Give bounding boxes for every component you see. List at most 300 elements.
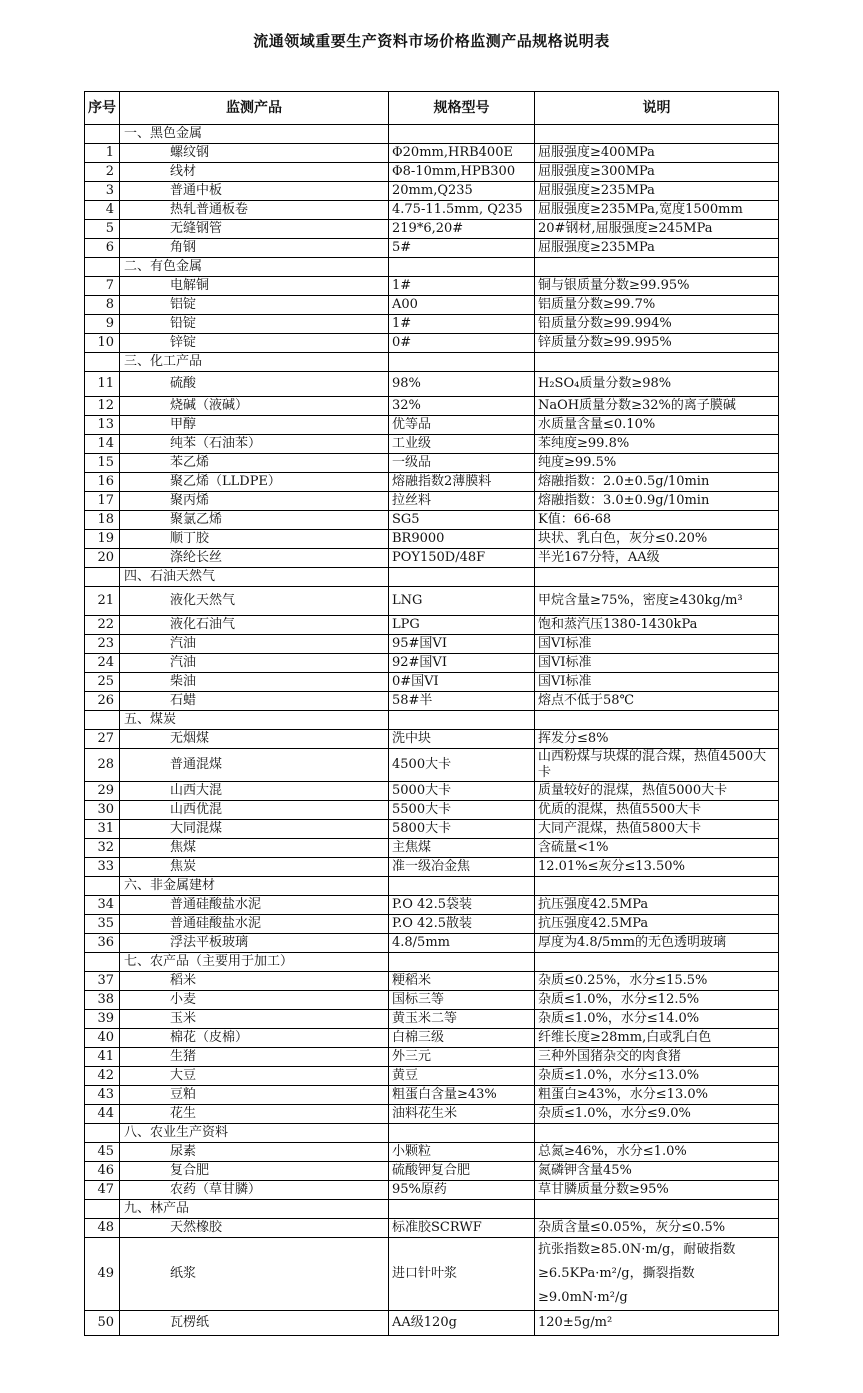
row-number: 21: [85, 587, 120, 616]
product-spec: 4.8/5mm: [389, 934, 535, 953]
product-desc: 优质的混煤，热值5500大卡: [535, 801, 779, 820]
row-number: 40: [85, 1029, 120, 1048]
product-name: 花生: [120, 1105, 389, 1124]
product-desc: 12.01%≤灰分≤13.50%: [535, 858, 779, 877]
row-number: 18: [85, 511, 120, 530]
row-number: 45: [85, 1143, 120, 1162]
table-row: [85, 915, 779, 934]
table-row: [85, 1162, 779, 1181]
product-name: 锌锭: [120, 334, 389, 353]
table-row: [85, 782, 779, 801]
product-desc: 屈服强度≥300MPa: [535, 163, 779, 182]
row-number: 33: [85, 858, 120, 877]
table-row: [85, 163, 779, 182]
product-desc: 国VI标准: [535, 673, 779, 692]
product-name: 聚乙烯（LLDPE）: [120, 473, 389, 492]
product-spec: 拉丝料: [389, 492, 535, 511]
table-row: [85, 416, 779, 435]
row-number: 2: [85, 163, 120, 182]
product-desc: 块状、乳白色，灰分≤0.20%: [535, 530, 779, 549]
header-spec: 规格型号: [389, 92, 535, 125]
row-number: 24: [85, 654, 120, 673]
row-number: 35: [85, 915, 120, 934]
table-row: [85, 492, 779, 511]
product-desc: 质量较好的混煤，热值5000大卡: [535, 782, 779, 801]
product-spec: P.O 42.5袋装: [389, 896, 535, 915]
row-number: 16: [85, 473, 120, 492]
table-row: [85, 296, 779, 315]
product-spec: 标准胶SCRWF: [389, 1219, 535, 1238]
product-desc: 屈服强度≥400MPa: [535, 144, 779, 163]
row-number: 20: [85, 549, 120, 568]
header-desc: 说明: [535, 92, 779, 125]
table-row: [85, 239, 779, 258]
table-row: [85, 587, 779, 616]
table-row: [85, 839, 779, 858]
product-desc: K值：66-68: [535, 511, 779, 530]
table-row: [85, 1181, 779, 1200]
category-row: [85, 1124, 779, 1143]
page-title: 流通领域重要生产资料市场价格监测产品规格说明表: [253, 32, 610, 50]
product-name: 汽油: [120, 635, 389, 654]
row-spec: [389, 877, 535, 896]
table-row: [85, 201, 779, 220]
product-desc: 氮磷钾含量45%: [535, 1162, 779, 1181]
table-row: [85, 454, 779, 473]
product-spec: 4.75-11.5mm, Q235: [389, 201, 535, 220]
product-spec: 一级品: [389, 454, 535, 473]
row-number: 32: [85, 839, 120, 858]
table-row: [85, 991, 779, 1010]
product-desc: 国VI标准: [535, 635, 779, 654]
product-desc: 杂质≤1.0%，水分≤9.0%: [535, 1105, 779, 1124]
product-name: 热轧普通板卷: [120, 201, 389, 220]
product-name: 柴油: [120, 673, 389, 692]
product-desc: 挥发分≤8%: [535, 730, 779, 749]
table-header-row: [85, 92, 779, 125]
row-spec: [389, 258, 535, 277]
product-name: 玉米: [120, 1010, 389, 1029]
product-spec: 20mm,Q235: [389, 182, 535, 201]
product-name: 角钢: [120, 239, 389, 258]
category-name: 三、化工产品: [120, 353, 389, 372]
table-row: [85, 820, 779, 839]
product-desc: 大同产混煤，热值5800大卡: [535, 820, 779, 839]
product-name: 顺丁胶: [120, 530, 389, 549]
product-spec: 黄豆: [389, 1067, 535, 1086]
product-name: 瓦楞纸: [120, 1311, 389, 1336]
spec-table: [84, 91, 779, 1336]
product-desc: 草甘膦质量分数≥95%: [535, 1181, 779, 1200]
row-spec: [389, 711, 535, 730]
product-desc: 熔点不低于58℃: [535, 692, 779, 711]
row-number: 46: [85, 1162, 120, 1181]
category-name: 九、林产品: [120, 1200, 389, 1219]
row-number: 29: [85, 782, 120, 801]
row-number: 49: [85, 1238, 120, 1311]
row-number: [85, 1124, 120, 1143]
product-spec: 5500大卡: [389, 801, 535, 820]
row-number: 1: [85, 144, 120, 163]
product-desc: 熔融指数：3.0±0.9g/10min: [535, 492, 779, 511]
product-spec: 国标三等: [389, 991, 535, 1010]
row-number: 11: [85, 372, 120, 397]
product-spec: 4500大卡: [389, 749, 535, 782]
table-row: [85, 530, 779, 549]
product-name: 普通中板: [120, 182, 389, 201]
table-row: [85, 315, 779, 334]
table-row: [85, 1029, 779, 1048]
product-spec: 白棉三级: [389, 1029, 535, 1048]
product-spec: 小颗粒: [389, 1143, 535, 1162]
row-number: 30: [85, 801, 120, 820]
category-row: [85, 1200, 779, 1219]
row-number: 25: [85, 673, 120, 692]
product-name: 液化天然气: [120, 587, 389, 616]
table-row: [85, 858, 779, 877]
product-name: 无缝钢管: [120, 220, 389, 239]
product-spec: 92#国VI: [389, 654, 535, 673]
header-product: 监测产品: [120, 92, 389, 125]
product-spec: 58#半: [389, 692, 535, 711]
product-name: 无烟煤: [120, 730, 389, 749]
row-number: [85, 568, 120, 587]
category-row: [85, 258, 779, 277]
table-row: [85, 654, 779, 673]
product-spec: 洗中块: [389, 730, 535, 749]
row-desc: [535, 568, 779, 587]
product-spec: 98%: [389, 372, 535, 397]
category-name: 六、非金属建材: [120, 877, 389, 896]
row-number: 9: [85, 315, 120, 334]
product-name: 纸浆: [120, 1238, 389, 1311]
table-row: [85, 616, 779, 635]
row-number: [85, 877, 120, 896]
product-name: 铅锭: [120, 315, 389, 334]
product-name: 电解铜: [120, 277, 389, 296]
table-body: [85, 125, 779, 1336]
row-spec: [389, 1124, 535, 1143]
table-row: [85, 1219, 779, 1238]
product-name: 山西大混: [120, 782, 389, 801]
product-name: 纯苯（石油苯）: [120, 435, 389, 454]
product-desc: 抗压强度42.5MPa: [535, 896, 779, 915]
row-number: 27: [85, 730, 120, 749]
product-desc: 杂质≤0.25%，水分≤15.5%: [535, 972, 779, 991]
row-number: 41: [85, 1048, 120, 1067]
product-spec: BR9000: [389, 530, 535, 549]
product-name: 生猪: [120, 1048, 389, 1067]
table-row: [85, 435, 779, 454]
product-desc: 铜与银质量分数≥99.95%: [535, 277, 779, 296]
product-name: 聚丙烯: [120, 492, 389, 511]
product-spec: 32%: [389, 397, 535, 416]
table-row: [85, 277, 779, 296]
product-spec: 219*6,20#: [389, 220, 535, 239]
product-desc: 半光167分特，AA级: [535, 549, 779, 568]
product-spec: AA级120g: [389, 1311, 535, 1336]
row-number: 3: [85, 182, 120, 201]
row-number: 19: [85, 530, 120, 549]
product-name: 复合肥: [120, 1162, 389, 1181]
product-name: 焦煤: [120, 839, 389, 858]
row-number: [85, 353, 120, 372]
product-desc: 杂质≤1.0%，水分≤13.0%: [535, 1067, 779, 1086]
table-row: [85, 1143, 779, 1162]
row-number: 7: [85, 277, 120, 296]
product-spec: 5800大卡: [389, 820, 535, 839]
table-row: [85, 1048, 779, 1067]
product-spec: 粳稻米: [389, 972, 535, 991]
product-spec: 工业级: [389, 435, 535, 454]
product-desc: 120±5g/m²: [535, 1311, 779, 1336]
row-desc: [535, 353, 779, 372]
row-number: [85, 711, 120, 730]
product-desc: 杂质≤1.0%，水分≤14.0%: [535, 1010, 779, 1029]
table-row: [85, 1067, 779, 1086]
product-spec: 95#国VI: [389, 635, 535, 654]
row-number: 4: [85, 201, 120, 220]
product-name: 苯乙烯: [120, 454, 389, 473]
product-desc: 铝质量分数≥99.7%: [535, 296, 779, 315]
row-number: 10: [85, 334, 120, 353]
table-row: [85, 801, 779, 820]
row-number: 34: [85, 896, 120, 915]
table-row: [85, 635, 779, 654]
category-name: 八、农业生产资料: [120, 1124, 389, 1143]
product-name: 铝锭: [120, 296, 389, 315]
category-row: [85, 353, 779, 372]
product-name: 棉花（皮棉）: [120, 1029, 389, 1048]
table-row: [85, 182, 779, 201]
product-desc: 饱和蒸汽压1380-1430kPa: [535, 616, 779, 635]
product-spec: 黄玉米二等: [389, 1010, 535, 1029]
row-number: 48: [85, 1219, 120, 1238]
category-row: [85, 711, 779, 730]
product-desc: 水质量含量≤0.10%: [535, 416, 779, 435]
category-row: [85, 568, 779, 587]
product-desc: 甲烷含量≥75%，密度≥430kg/m³: [535, 587, 779, 616]
row-number: 6: [85, 239, 120, 258]
product-name: 聚氯乙烯: [120, 511, 389, 530]
product-desc: 屈服强度≥235MPa: [535, 239, 779, 258]
category-name: 二、有色金属: [120, 258, 389, 277]
table-row: [85, 473, 779, 492]
product-name: 农药（草甘膦）: [120, 1181, 389, 1200]
product-spec: 熔融指数2薄膜料: [389, 473, 535, 492]
product-spec: 油料花生米: [389, 1105, 535, 1124]
table-row: [85, 749, 779, 782]
product-name: 浮法平板玻璃: [120, 934, 389, 953]
row-desc: [535, 258, 779, 277]
row-number: 50: [85, 1311, 120, 1336]
product-name: 尿素: [120, 1143, 389, 1162]
category-row: [85, 125, 779, 144]
row-number: 37: [85, 972, 120, 991]
row-number: 39: [85, 1010, 120, 1029]
product-spec: Φ8-10mm,HPB300: [389, 163, 535, 182]
table-row: [85, 1010, 779, 1029]
product-spec: 主焦煤: [389, 839, 535, 858]
product-desc: 厚度为4.8/5mm的无色透明玻璃: [535, 934, 779, 953]
product-name: 天然橡胶: [120, 1219, 389, 1238]
table-row: [85, 692, 779, 711]
row-number: 44: [85, 1105, 120, 1124]
product-spec: 95%原药: [389, 1181, 535, 1200]
row-number: 42: [85, 1067, 120, 1086]
product-name: 大豆: [120, 1067, 389, 1086]
product-desc: 屈服强度≥235MPa,宽度1500mm: [535, 201, 779, 220]
category-name: 一、黑色金属: [120, 125, 389, 144]
product-name: 普通硅酸盐水泥: [120, 915, 389, 934]
product-desc: 锌质量分数≥99.995%: [535, 334, 779, 353]
row-number: [85, 1200, 120, 1219]
table-row: [85, 397, 779, 416]
category-name: 七、农产品（主要用于加工）: [120, 953, 389, 972]
table-row: [85, 372, 779, 397]
product-desc: 纤维长度≥28mm,白或乳白色: [535, 1029, 779, 1048]
product-desc: 含硫量<1%: [535, 839, 779, 858]
product-spec: 进口针叶浆: [389, 1238, 535, 1311]
product-desc: 抗张指数≥85.0N·m/g，耐破指数≥6.5KPa·m²/g，撕裂指数≥9.0mN·m²/g: [535, 1238, 779, 1311]
product-spec: LPG: [389, 616, 535, 635]
table-row: [85, 934, 779, 953]
product-desc: 国VI标准: [535, 654, 779, 673]
product-desc: NaOH质量分数≥32%的离子膜碱: [535, 397, 779, 416]
product-desc: 三种外国猪杂交的肉食猪: [535, 1048, 779, 1067]
product-desc: 山西粉煤与块煤的混合煤，热值4500大卡: [535, 749, 779, 782]
product-name: 甲醇: [120, 416, 389, 435]
row-spec: [389, 568, 535, 587]
product-desc: 纯度≥99.5%: [535, 454, 779, 473]
product-spec: 1#: [389, 315, 535, 334]
product-name: 大同混煤: [120, 820, 389, 839]
product-desc: 熔融指数：2.0±0.5g/10min: [535, 473, 779, 492]
table-row: [85, 1238, 779, 1311]
product-name: 小麦: [120, 991, 389, 1010]
row-number: 31: [85, 820, 120, 839]
row-number: 43: [85, 1086, 120, 1105]
row-number: 22: [85, 616, 120, 635]
row-number: [85, 125, 120, 144]
table-row: [85, 549, 779, 568]
table-row: [85, 334, 779, 353]
product-name: 涤纶长丝: [120, 549, 389, 568]
product-name: 石蜡: [120, 692, 389, 711]
product-spec: A00: [389, 296, 535, 315]
row-number: 12: [85, 397, 120, 416]
product-desc: 杂质≤1.0%，水分≤12.5%: [535, 991, 779, 1010]
row-number: 13: [85, 416, 120, 435]
product-name: 线材: [120, 163, 389, 182]
product-spec: 1#: [389, 277, 535, 296]
row-number: 8: [85, 296, 120, 315]
row-number: 5: [85, 220, 120, 239]
product-name: 螺纹钢: [120, 144, 389, 163]
product-spec: 优等品: [389, 416, 535, 435]
row-desc: [535, 877, 779, 896]
product-spec: 硫酸钾复合肥: [389, 1162, 535, 1181]
product-desc: 粗蛋白≥43%，水分≤13.0%: [535, 1086, 779, 1105]
category-name: 五、煤炭: [120, 711, 389, 730]
row-desc: [535, 125, 779, 144]
header-seq: 序号: [85, 92, 120, 125]
category-name: 四、石油天然气: [120, 568, 389, 587]
row-number: 17: [85, 492, 120, 511]
product-name: 液化石油气: [120, 616, 389, 635]
table-row: [85, 972, 779, 991]
product-name: 汽油: [120, 654, 389, 673]
row-number: [85, 258, 120, 277]
product-desc: 屈服强度≥235MPa: [535, 182, 779, 201]
product-name: 豆粕: [120, 1086, 389, 1105]
row-number: 38: [85, 991, 120, 1010]
product-desc: 苯纯度≥99.8%: [535, 435, 779, 454]
product-spec: 外三元: [389, 1048, 535, 1067]
product-desc: 20#钢材,屈服强度≥245MPa: [535, 220, 779, 239]
product-name: 稻米: [120, 972, 389, 991]
product-spec: P.O 42.5散装: [389, 915, 535, 934]
product-name: 山西优混: [120, 801, 389, 820]
row-desc: [535, 953, 779, 972]
table-row: [85, 730, 779, 749]
table-row: [85, 896, 779, 915]
table-row: [85, 220, 779, 239]
product-name: 烧碱（液碱）: [120, 397, 389, 416]
row-spec: [389, 953, 535, 972]
row-number: [85, 953, 120, 972]
row-number: 47: [85, 1181, 120, 1200]
product-spec: 准一级冶金焦: [389, 858, 535, 877]
product-desc: 抗压强度42.5MPa: [535, 915, 779, 934]
product-spec: Φ20mm,HRB400E: [389, 144, 535, 163]
product-spec: POY150D/48F: [389, 549, 535, 568]
category-row: [85, 877, 779, 896]
product-spec: 0#国VI: [389, 673, 535, 692]
table-row: [85, 1086, 779, 1105]
row-desc: [535, 1200, 779, 1219]
product-spec: LNG: [389, 587, 535, 616]
row-number: 23: [85, 635, 120, 654]
category-row: [85, 953, 779, 972]
product-spec: 5000大卡: [389, 782, 535, 801]
product-name: 普通硅酸盐水泥: [120, 896, 389, 915]
product-spec: SG5: [389, 511, 535, 530]
table-row: [85, 673, 779, 692]
product-spec: 0#: [389, 334, 535, 353]
row-number: 36: [85, 934, 120, 953]
product-spec: 粗蛋白含量≥43%: [389, 1086, 535, 1105]
table-row: [85, 511, 779, 530]
row-spec: [389, 1200, 535, 1219]
table-row: [85, 1311, 779, 1336]
row-number: 15: [85, 454, 120, 473]
product-desc: H₂SO₄质量分数≥98%: [535, 372, 779, 397]
row-number: 14: [85, 435, 120, 454]
row-number: 28: [85, 749, 120, 782]
row-number: 26: [85, 692, 120, 711]
table-row: [85, 144, 779, 163]
product-spec: 5#: [389, 239, 535, 258]
product-name: 硫酸: [120, 372, 389, 397]
row-spec: [389, 125, 535, 144]
table-row: [85, 1105, 779, 1124]
product-name: 普通混煤: [120, 749, 389, 782]
product-desc: 铅质量分数≥99.994%: [535, 315, 779, 334]
product-desc: 杂质含量≤0.05%，灰分≤0.5%: [535, 1219, 779, 1238]
product-name: 焦炭: [120, 858, 389, 877]
row-desc: [535, 711, 779, 730]
